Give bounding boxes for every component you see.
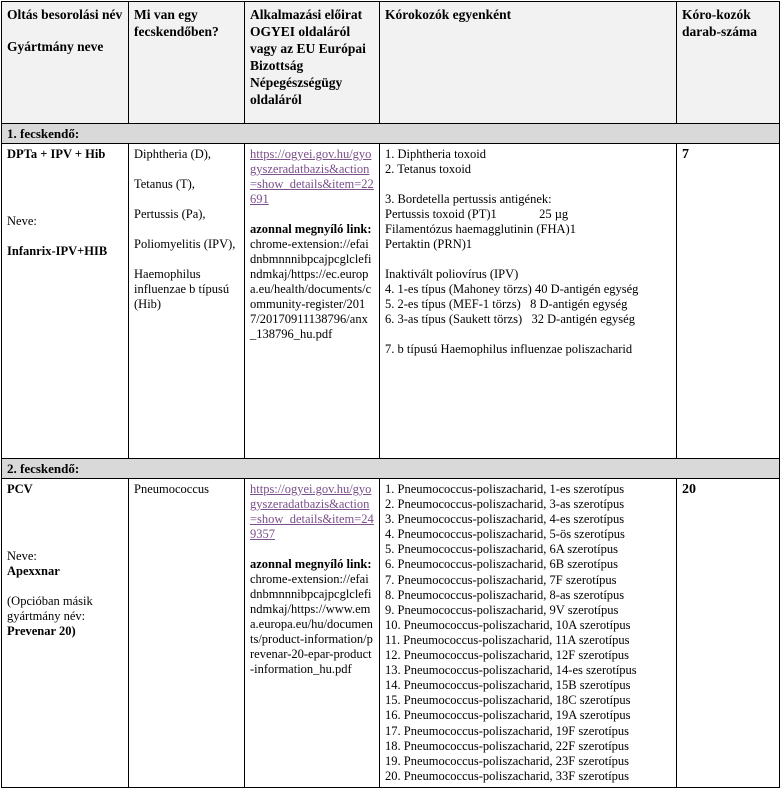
pathogen-item: Filamentózus haemagglutinin (FHA)1 <box>385 222 576 236</box>
header-product-label: Gyártmány neve <box>7 39 104 54</box>
name-label-1: Neve: <box>7 214 37 228</box>
header-col-contents: Mi van egy fecskendőben? <box>129 2 245 124</box>
ogyei-link-1[interactable]: https://ogyei.gov.hu/gyogyszeradatbazis&action=show_details&item=22691 <box>250 147 374 206</box>
pathogen-item: 2. Tetanus toxoid <box>385 162 472 176</box>
pathogen-count-2: 20 <box>682 482 696 497</box>
alt-product-name: Prevenar 20) <box>7 624 76 638</box>
content-item: Poliomyelitis (IPV), <box>134 237 236 251</box>
pathogen-item: Pertaktin (PRN)1 <box>385 237 473 251</box>
pathogen-item: 7. b típusú Haemophilus influenzae poliszacharid <box>385 342 633 356</box>
content-item: Tetanus (T), <box>134 177 195 191</box>
pathogen-item: 8. Pneumococcus-poliszacharid, 8-as szerotípus <box>385 587 625 602</box>
pathogen-dose: 25 µg <box>539 207 569 221</box>
content-item: Haemophilus influenzae b típusú (Hib) <box>134 267 230 311</box>
pathogen-item: 3. Bordetella pertussis antigének: <box>385 192 552 206</box>
classification-cell-1 <box>2 144 129 459</box>
pathogen-item: 11. Pneumococcus-poliszacharid, 11A szerotípus <box>385 632 630 647</box>
section-row-1 <box>2 124 780 144</box>
content-item: Pertussis (Pa), <box>134 207 206 221</box>
pathogen-item: 12. Pneumococcus-poliszacharid, 12F szerotípus <box>385 648 630 663</box>
header-col-spc: Alkalmazási előirat OGYEI oldaláról vagy az EU Európai Bizottság Népegészségügy oldaláról <box>245 2 380 124</box>
instant-link-2[interactable]: chrome-extension://efaidnbmnnnibpcajpcglclefindmkaj/https://www.ema.europa.eu/hu/documents/product-information/prevenar-20-epar-product-information_hu.pdf <box>250 572 373 676</box>
pathogen-item: 5. 2-es típus (MEF-1 törzs) 8 D-antigén egység <box>385 297 628 311</box>
header-col-classification <box>2 2 129 124</box>
pathogen-item <box>385 207 671 222</box>
instant-link-label-2: azonnal megnyíló link: <box>250 557 372 571</box>
section-title-1: 1. fecskendő: <box>2 124 780 144</box>
contents-cell-1 <box>129 144 245 459</box>
pathogen-item: 7. Pneumococcus-poliszacharid, 7F szerotípus <box>385 572 617 587</box>
pathogen-item: 20. Pneumococcus-poliszacharid, 33F szerotípus <box>385 768 630 783</box>
pathogen-item: 4. Pneumococcus-poliszacharid, 5-ös szerotípus <box>385 527 625 542</box>
pathogen-item: 6. Pneumococcus-poliszacharid, 6B szerotípus <box>385 557 618 572</box>
pathogen-count-1: 7 <box>682 147 689 162</box>
pathogen-item: 6. 3-as típus (Saukett törzs) 32 D-antigén egység <box>385 312 635 326</box>
spc-cell-1 <box>245 144 380 459</box>
ogyei-link-2[interactable]: https://ogyei.gov.hu/gyogyszeradatbazis&action=show_details&item=249357 <box>250 482 374 541</box>
pathogen-item: 17. Pneumococcus-poliszacharid, 19F szerotípus <box>385 723 630 738</box>
instant-link-1[interactable]: chrome-extension://efaidnbmnnnibpcajpcglclefindmkaj/https://ec.europa.eu/health/documents/community-register/2017/20170911138796/anx_138796_hu.pdf <box>250 237 372 341</box>
pathogen-item: 3. Pneumococcus-poliszacharid, 4-es szerotípus <box>385 512 625 527</box>
pathogen-item: 10. Pneumococcus-poliszacharid, 10A szerotípus <box>385 617 631 632</box>
pathogen-item: 1. Pneumococcus-poliszacharid, 1-es szerotípus <box>385 482 625 496</box>
count-cell-1 <box>677 144 780 459</box>
pathogens-cell-1 <box>380 144 677 459</box>
product-name-2: Apexxnar <box>7 564 60 578</box>
header-col-count: Kóro-kozók darab-száma <box>677 2 780 124</box>
pathogens-cell-2 <box>380 479 677 788</box>
content-item: Diphtheria (D), <box>134 147 212 161</box>
name-label-2: Neve: <box>7 549 37 563</box>
pathogen-item: 5. Pneumococcus-poliszacharid, 6A szerotípus <box>385 542 618 557</box>
vaccine-table <box>1 1 780 788</box>
product-name-1: Infanrix-IPV+HIB <box>7 244 108 258</box>
pathogen-item: 15. Pneumococcus-poliszacharid, 18C szerotípus <box>385 693 631 708</box>
header-classification-label: Oltás besorolási név <box>7 7 123 22</box>
class-name-2: PCV <box>7 482 33 496</box>
instant-link-label-1: azonnal megnyíló link: <box>250 222 372 236</box>
class-name-1: DPTa + IPV + Hib <box>7 147 106 161</box>
classification-cell-2 <box>2 479 129 788</box>
pathogen-item: 2. Pneumococcus-poliszacharid, 3-as szerotípus <box>385 497 625 512</box>
pathogen-item: Inaktivált poliovírus (IPV) <box>385 267 519 281</box>
vaccine-row-1 <box>2 144 780 459</box>
pathogen-item: 9. Pneumococcus-poliszacharid, 9V szerotípus <box>385 602 619 617</box>
pathogen-item: 1. Diphtheria toxoid <box>385 147 487 161</box>
header-col-pathogens: Kórokozók egyenként <box>380 2 677 124</box>
pathogen-item: 14. Pneumococcus-poliszacharid, 15B szerotípus <box>385 678 631 693</box>
section-title-2: 2. fecskendő: <box>2 459 780 479</box>
count-cell-2 <box>677 479 780 788</box>
pathogen-item: 19. Pneumococcus-poliszacharid, 23F szerotípus <box>385 753 630 768</box>
alt-product-label: (Opcióban másik gyártmány név: <box>7 594 93 623</box>
pathogen-item: 4. 1-es típus (Mahoney törzs) 40 D-antigén egység <box>385 282 639 296</box>
header-row <box>2 2 780 124</box>
content-item: Pneumococcus <box>134 482 209 496</box>
spc-cell-2 <box>245 479 380 788</box>
pathogen-item: 13. Pneumococcus-poliszacharid, 14-es szerotípus <box>385 663 637 678</box>
pathogen-item: 18. Pneumococcus-poliszacharid, 22F szerotípus <box>385 738 630 753</box>
pathogen-subitem: Pertussis toxoid (PT)1 <box>385 207 497 221</box>
vaccine-row-2 <box>2 479 780 788</box>
pathogen-item: 16. Pneumococcus-poliszacharid, 19A szerotípus <box>385 708 631 723</box>
contents-cell-2 <box>129 479 245 788</box>
section-row-2 <box>2 459 780 479</box>
